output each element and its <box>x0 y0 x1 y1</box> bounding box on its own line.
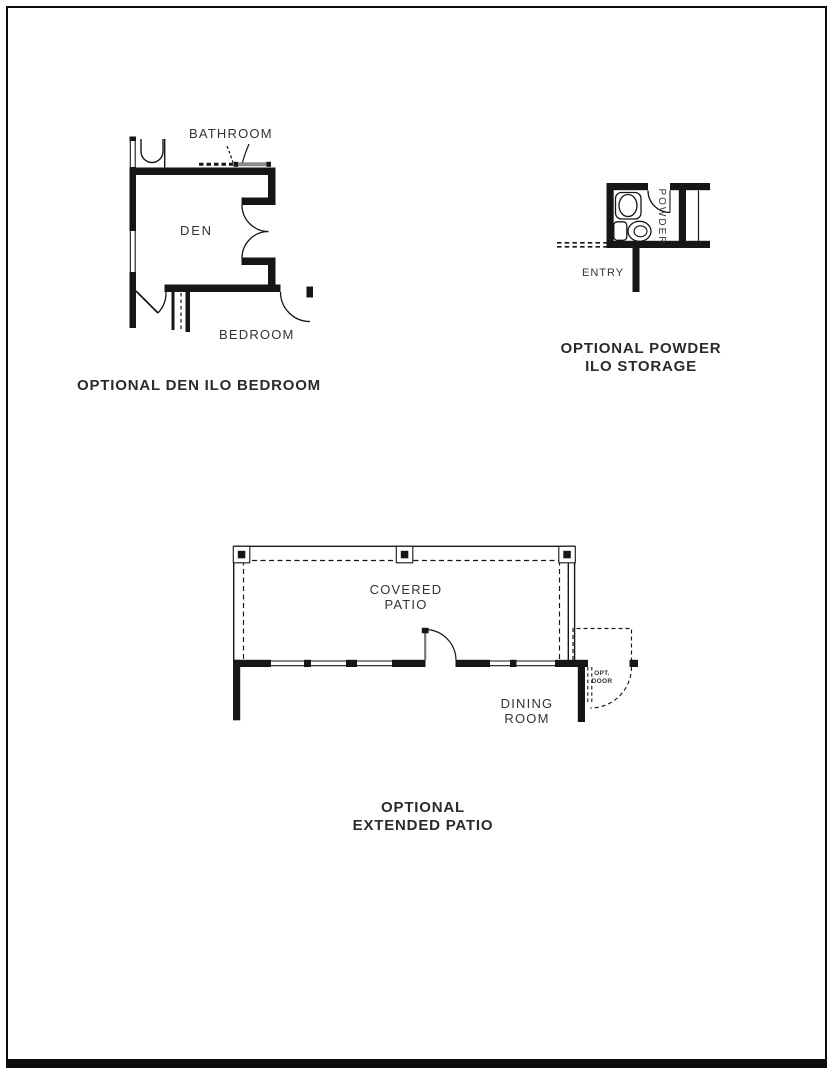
opt-door-label-line2: DOOR <box>591 677 613 685</box>
powder-ilo-storage-plan-drawing <box>550 175 720 300</box>
bathroom-door-arc <box>141 139 165 168</box>
bedroom-label: BEDROOM <box>219 327 295 342</box>
powder-label: POWDER <box>656 188 667 246</box>
powder-plan-title-line2: ILO STORAGE <box>585 358 697 375</box>
den-plan-title: OPTIONAL DEN ILO BEDROOM <box>77 377 321 394</box>
covered-patio-label-line2: PATIO <box>384 597 428 612</box>
dining-room-label <box>477 696 577 726</box>
den-double-door <box>242 205 269 258</box>
patio-door <box>422 628 456 661</box>
entry-label: ENTRY <box>582 267 625 279</box>
bathroom-pocket-door <box>199 144 271 167</box>
patio-plan-title-line2: EXTENDED PATIO <box>352 817 494 834</box>
patio-plan-title-line1: OPTIONAL <box>381 799 465 816</box>
bedroom-closet-door <box>181 292 310 330</box>
opt-door-label-line1: OPT. <box>594 670 610 677</box>
covered-patio-label-line1: COVERED <box>369 582 443 597</box>
patio-plan-title <box>323 799 523 835</box>
house-wall-segments <box>233 660 638 722</box>
extended-patio-plan-drawing <box>228 540 645 730</box>
den-label: DEN <box>180 223 213 238</box>
bathroom-label: BATHROOM <box>189 126 273 141</box>
powder-plan-title <box>550 340 732 376</box>
covered-patio-label <box>356 582 456 612</box>
powder-plan-title-line1: OPTIONAL POWDER <box>560 340 722 357</box>
den-walls <box>130 137 314 333</box>
den-entry-door <box>136 291 166 313</box>
dining-room-label-line2: ROOM <box>504 711 550 726</box>
opt-door-label <box>588 670 616 685</box>
dining-room-label-line1: DINING <box>500 696 554 711</box>
sink <box>616 193 642 220</box>
entry-threshold-dashes <box>557 243 607 247</box>
toilet <box>614 221 651 241</box>
